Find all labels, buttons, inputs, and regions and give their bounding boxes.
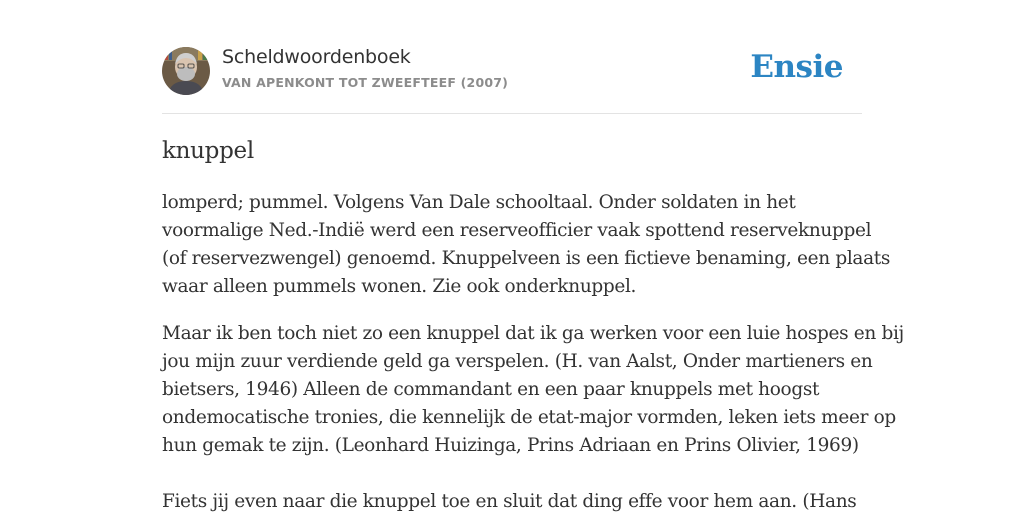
source-title[interactable]: Scheldwoordenboek [222,46,411,68]
quote-line: jou mijn zuur verdiende geld ga verspelen. (H. van Aalst, Onder martieners en [162,351,873,372]
entry-term: knuppel [162,138,254,164]
definition-line: waar alleen pummels wonen. Zie ook onderknuppel. [162,276,637,297]
definition-line: voormalige Ned.-Indië werd een reserveofficier vaak spottend reserveknuppel [162,220,872,241]
entry-page [162,0,904,512]
entry-quote-second: Fiets jij even naar die knuppel toe en sluit dat ding effe voor hem aan. (Hans [162,491,857,512]
quote-line: bietsers, 1946) Alleen de commandant en een paar knuppels met hoogst [162,379,820,400]
quote-line: hun gemak te zijn. (Leonhard Huizinga, Prins Adriaan en Prins Olivier, 1969) [162,435,859,456]
entry-definition [162,189,890,301]
source-header [162,0,862,114]
quote-line: Maar ik ben toch niet zo een knuppel dat ik ga werken voor een luie hospes en bij [162,323,904,344]
definition-line: lomperd; pummel. Volgens Van Dale schooltaal. Onder soldaten in het [162,192,796,213]
author-avatar-icon[interactable] [162,47,210,95]
ensie-logo-link[interactable]: Ensie [750,49,843,85]
entry-quotes [162,320,904,460]
definition-line: (of reservezwengel) genoemd. Knuppelveen is een fictieve benaming, een plaats [162,248,890,269]
quote-line: ondemocatische tronies, die kennelijk de etat-major vormden, leken iets meer op [162,407,896,428]
source-subtitle: VAN APENKONT TOT ZWEEFTEEF (2007) [222,75,509,90]
